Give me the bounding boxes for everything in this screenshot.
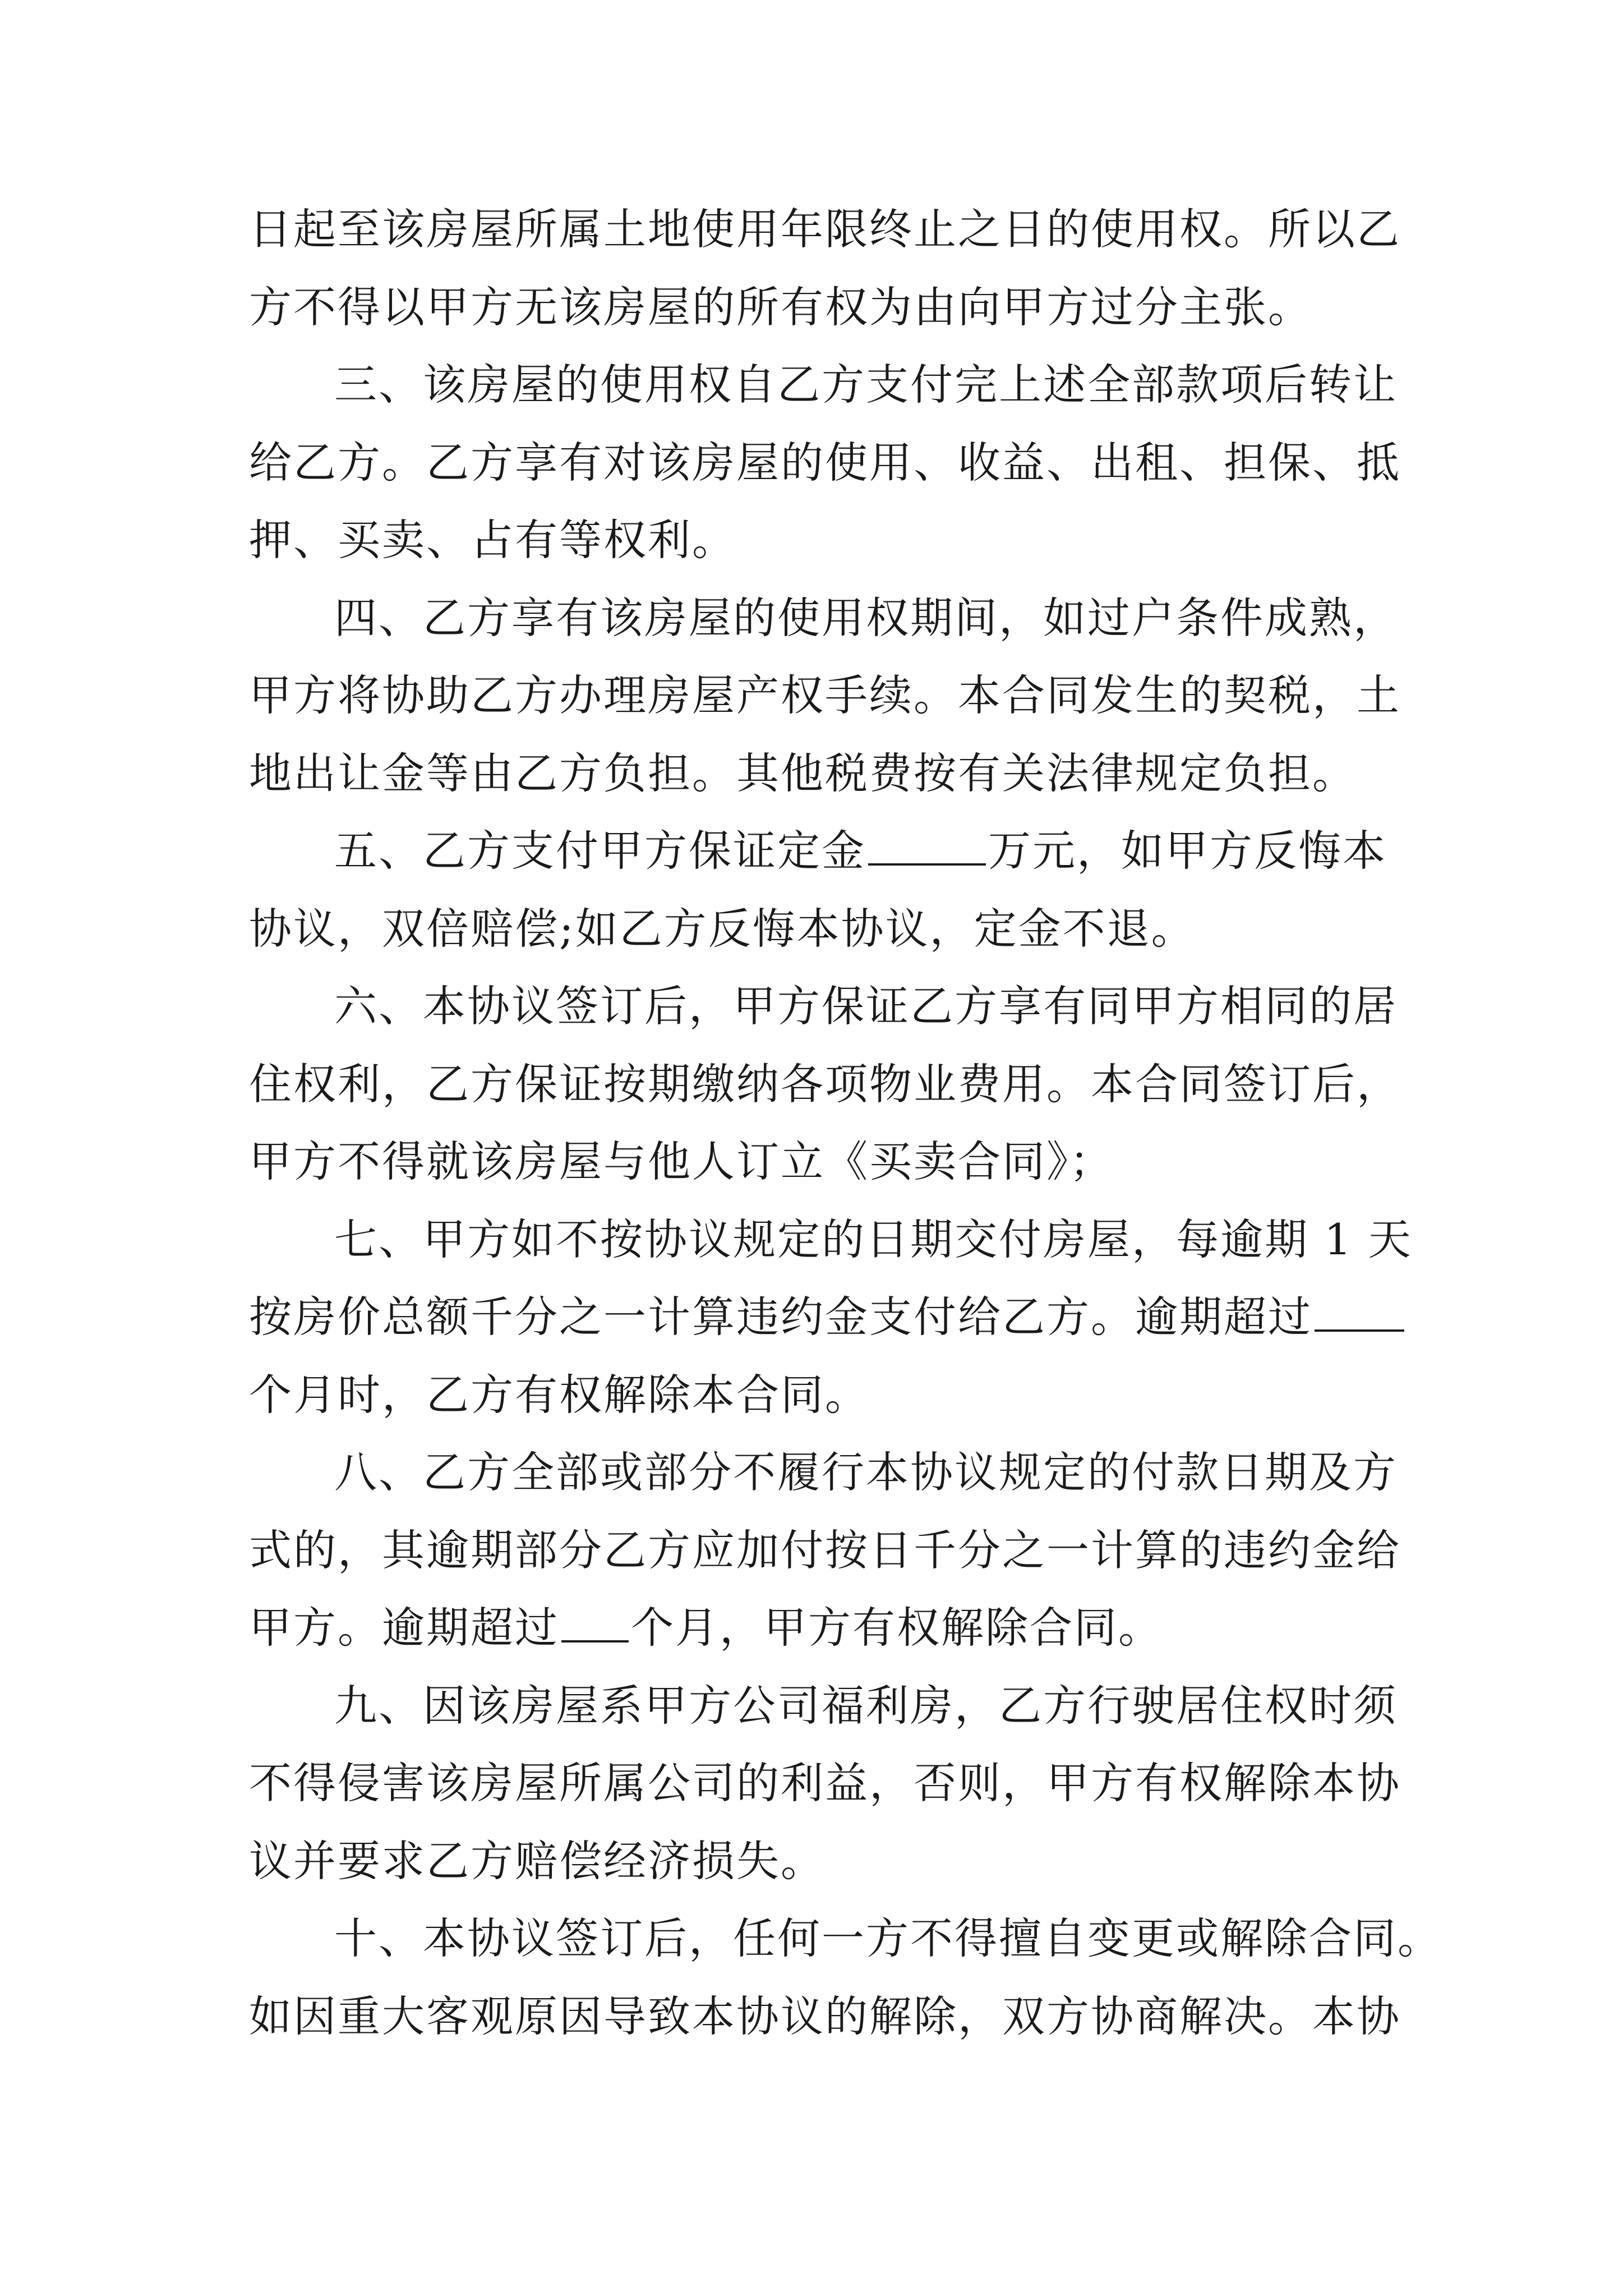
document-body xyxy=(249,191,1442,2055)
text-line: 四、乙方享有该房屋的使用权期间，如过户条件成熟， xyxy=(334,592,1398,643)
text-segment: 甲方。逾期超过 xyxy=(249,1603,559,1653)
text-line: 如因重大客观原因导致本协议的解除，双方协商解决。本协 xyxy=(249,1991,1401,2041)
text-line: 个月时，乙方有权解除本合同。 xyxy=(249,1369,869,1420)
paragraph-clause-6 xyxy=(249,968,1401,1201)
text-line: 地出让金等由乙方负担。其他税费按有关法律规定负担。 xyxy=(249,748,1357,798)
text-segment: 个月，甲方有权解除合同。 xyxy=(631,1603,1163,1653)
text-segment: 五、乙方支付甲方保证定金 xyxy=(334,826,866,876)
text-segment: 按房价总额千分之一计算违约金支付给乙方。逾期超过 xyxy=(249,1292,1312,1342)
deposit-amount-blank[interactable] xyxy=(868,830,986,866)
overdue-months-blank[interactable] xyxy=(1315,1296,1404,1332)
text-line: 协议，双倍赔偿;如乙方反悔本协议，定金不退。 xyxy=(249,903,1196,954)
text-line: 六、本协议签订后，甲方保证乙方享有同甲方相同的居 xyxy=(334,981,1398,1031)
text-line xyxy=(249,1278,1382,1356)
text-line: 不得侵害该房屋所属公司的利益，否则，甲方有权解除本协 xyxy=(249,1758,1401,1808)
text-line: 住权利，乙方保证按期缴纳各项物业费用。本合同签订后， xyxy=(249,1059,1401,1109)
text-line xyxy=(249,1589,1382,1667)
text-line xyxy=(249,812,1387,890)
text-line: 甲方将协助乙方办理房屋产权手续。本合同发生的契税，土 xyxy=(249,670,1401,720)
paragraph-clause-8 xyxy=(249,1434,1401,1667)
paragraph-clause-3 xyxy=(249,346,1401,579)
paragraph-clause-5 xyxy=(249,812,1387,968)
paragraph-clause-7 xyxy=(249,1201,1413,1434)
overdue-payment-months-blank[interactable] xyxy=(561,1607,629,1642)
text-line: 给乙方。乙方享有对该房屋的使用、收益、出租、担保、抵 xyxy=(249,437,1401,487)
text-line: 九、因该房屋系甲方公司福利房，乙方行驶居住权时须 xyxy=(334,1680,1398,1731)
text-line: 押、买卖、占有等权利。 xyxy=(249,515,736,565)
paragraph-clause-9 xyxy=(249,1667,1401,1901)
text-line: 八、乙方全部或部分不履行本协议规定的付款日期及方 xyxy=(334,1447,1398,1497)
paragraph-continued xyxy=(249,191,1401,346)
text-line: 方不得以甲方无该房屋的所有权为由向甲方过分主张。 xyxy=(249,282,1312,332)
text-line: 甲方不得就该房屋与他人订立《买卖合同》； xyxy=(249,1137,1114,1186)
text-segment: 万元，如甲方反悔本 xyxy=(988,826,1387,876)
text-line: 议并要求乙方赔偿经济损失。 xyxy=(249,1835,825,1886)
text-line: 日起至该房屋所属土地使用年限终止之日的使用权。所以乙 xyxy=(249,204,1401,254)
text-line: 式的，其逾期部分乙方应加付按日千分之一计算的违约金给 xyxy=(249,1525,1401,1575)
text-line: 三、该房屋的使用权自乙方支付完上述全部款项后转让 xyxy=(334,360,1398,409)
text-line: 十、本协议签订后，任何一方不得擅自变更或解除合同。 xyxy=(334,1913,1442,1963)
paragraph-clause-10 xyxy=(249,1900,1442,2055)
paragraph-clause-4 xyxy=(249,579,1401,813)
text-line: 七、甲方如不按协议规定的日期交付房屋，每逾期 1 天 xyxy=(334,1214,1413,1264)
